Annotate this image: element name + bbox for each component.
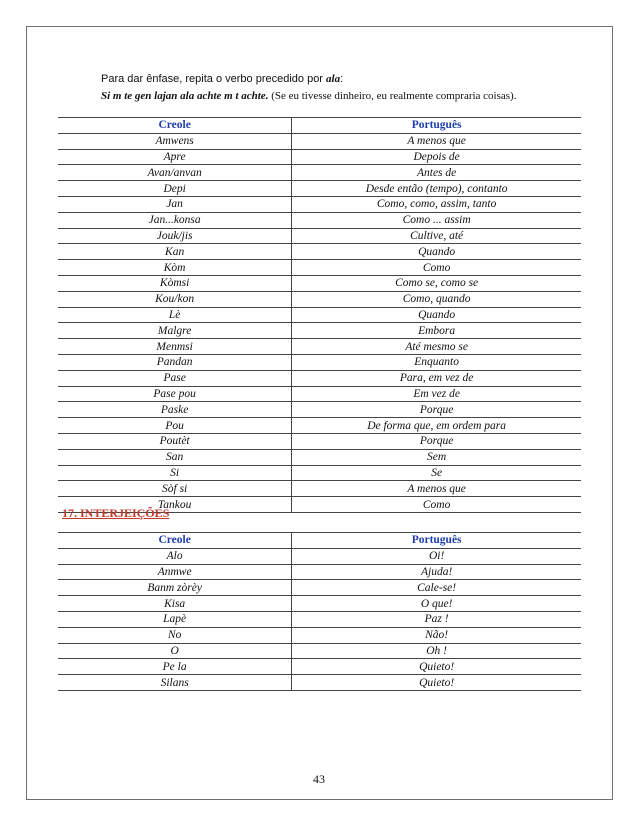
portuguese-term: Como, como, assim, tanto [292, 196, 581, 212]
creole-term: Poutèt [58, 433, 292, 449]
table-row [58, 548, 581, 564]
creole-term: Avan/anvan [58, 165, 292, 181]
table-row [58, 596, 581, 612]
table-row [58, 212, 581, 228]
table-row [58, 149, 581, 165]
table-row [58, 418, 581, 434]
creole-term: Kou/kon [58, 291, 292, 307]
table-row [58, 659, 581, 675]
table-row [58, 133, 581, 149]
creole-term: Amwens [58, 133, 292, 149]
portuguese-term: Quieto! [292, 675, 581, 691]
portuguese-term: Antes de [292, 165, 581, 181]
creole-term: Pase pou [58, 386, 292, 402]
creole-term: Kisa [58, 596, 292, 612]
table-row [58, 307, 581, 323]
table-row [58, 433, 581, 449]
table-row [58, 354, 581, 370]
table-row [58, 181, 581, 197]
portuguese-term: Depois de [292, 149, 581, 165]
table-row [58, 580, 581, 596]
interjections-table [58, 532, 581, 691]
creole-term: Depi [58, 181, 292, 197]
intro-text [101, 71, 601, 105]
intro-example-sentence: Si m te gen lajan ala achte m t achte. [101, 90, 269, 102]
column-header-creole: Creole [58, 118, 292, 134]
intro-example-translation: (Se eu tivesse dinheiro, eu realmente compraria coisas). [268, 90, 517, 102]
portuguese-term: Quando [292, 244, 581, 260]
column-header-creole: Creole [58, 533, 292, 549]
portuguese-term: Porque [292, 433, 581, 449]
portuguese-term: Desde então (tempo), contanto [292, 181, 581, 197]
column-header-portuguese: Português [292, 533, 581, 549]
table-row [58, 675, 581, 691]
table-row [58, 260, 581, 276]
creole-term: Pase [58, 370, 292, 386]
conjunctions-table [58, 117, 581, 513]
portuguese-term: Porque [292, 402, 581, 418]
table-row [58, 196, 581, 212]
intro-line-1-prefix: Para dar ênfase, repita o verbo precedido por [101, 73, 327, 85]
portuguese-term: Enquanto [292, 354, 581, 370]
portuguese-term: Oh ! [292, 643, 581, 659]
creole-term: Alo [58, 548, 292, 564]
creole-term: Jan...konsa [58, 212, 292, 228]
creole-term: Lapè [58, 611, 292, 627]
table-row [58, 323, 581, 339]
column-header-portuguese: Português [292, 118, 581, 134]
creole-term: Apre [58, 149, 292, 165]
table-row [58, 244, 581, 260]
table-row [58, 402, 581, 418]
portuguese-term: Como [292, 497, 581, 513]
creole-term: Kan [58, 244, 292, 260]
creole-term: Pou [58, 418, 292, 434]
portuguese-term: Paz ! [292, 611, 581, 627]
table-row [58, 386, 581, 402]
intro-line-2 [101, 88, 601, 105]
portuguese-term: De forma que, em ordem para [292, 418, 581, 434]
portuguese-term: Como, quando [292, 291, 581, 307]
table-row [58, 449, 581, 465]
creole-term: Paske [58, 402, 292, 418]
table-row [58, 339, 581, 355]
portuguese-term: Até mesmo se [292, 339, 581, 355]
creole-term: Jouk/jis [58, 228, 292, 244]
table-row [58, 370, 581, 386]
creole-term: Si [58, 465, 292, 481]
creole-term: No [58, 627, 292, 643]
creole-term: Pe la [58, 659, 292, 675]
creole-term: Pandan [58, 354, 292, 370]
table-row [58, 643, 581, 659]
table-row [58, 275, 581, 291]
creole-term: O [58, 643, 292, 659]
table-row [58, 165, 581, 181]
table-row [58, 611, 581, 627]
creole-term: Malgre [58, 323, 292, 339]
portuguese-term: Como se, como se [292, 275, 581, 291]
creole-term: Silans [58, 675, 292, 691]
creole-term: San [58, 449, 292, 465]
portuguese-term: Se [292, 465, 581, 481]
intro-line-1-suffix: : [340, 73, 344, 85]
portuguese-term: A menos que [292, 133, 581, 149]
portuguese-term: Quieto! [292, 659, 581, 675]
intro-line-1 [101, 71, 601, 88]
table-header-row [58, 533, 581, 549]
portuguese-term: Ajuda! [292, 564, 581, 580]
creole-term: Menmsi [58, 339, 292, 355]
portuguese-term: Não! [292, 627, 581, 643]
creole-term: Anmwe [58, 564, 292, 580]
section-heading-interjections: 17. INTERJEIÇÕES [62, 506, 170, 520]
portuguese-term: Oi! [292, 548, 581, 564]
portuguese-term: Cultive, até [292, 228, 581, 244]
creole-term: Jan [58, 196, 292, 212]
table-header-row [58, 118, 581, 134]
creole-term: Lè [58, 307, 292, 323]
portuguese-term: Embora [292, 323, 581, 339]
portuguese-term: Como [292, 260, 581, 276]
table-row [58, 627, 581, 643]
portuguese-term: Em vez de [292, 386, 581, 402]
portuguese-term: Sem [292, 449, 581, 465]
portuguese-term: Cale-se! [292, 580, 581, 596]
table-row [58, 228, 581, 244]
creole-term: Sòf si [58, 481, 292, 497]
portuguese-term: Para, em vez de [292, 370, 581, 386]
table-row [58, 465, 581, 481]
portuguese-term: Como ... assim [292, 212, 581, 228]
creole-term: Tankou [58, 497, 292, 513]
portuguese-term: O que! [292, 596, 581, 612]
intro-line-1-bold: ala [326, 73, 341, 85]
creole-term: Banm zòrèy [58, 580, 292, 596]
table-row [58, 291, 581, 307]
page-number: 43 [313, 772, 325, 786]
portuguese-term: Quando [292, 307, 581, 323]
creole-term: Kòm [58, 260, 292, 276]
creole-term: Kòmsi [58, 275, 292, 291]
portuguese-term: A menos que [292, 481, 581, 497]
table-row [58, 481, 581, 497]
table-row [58, 564, 581, 580]
